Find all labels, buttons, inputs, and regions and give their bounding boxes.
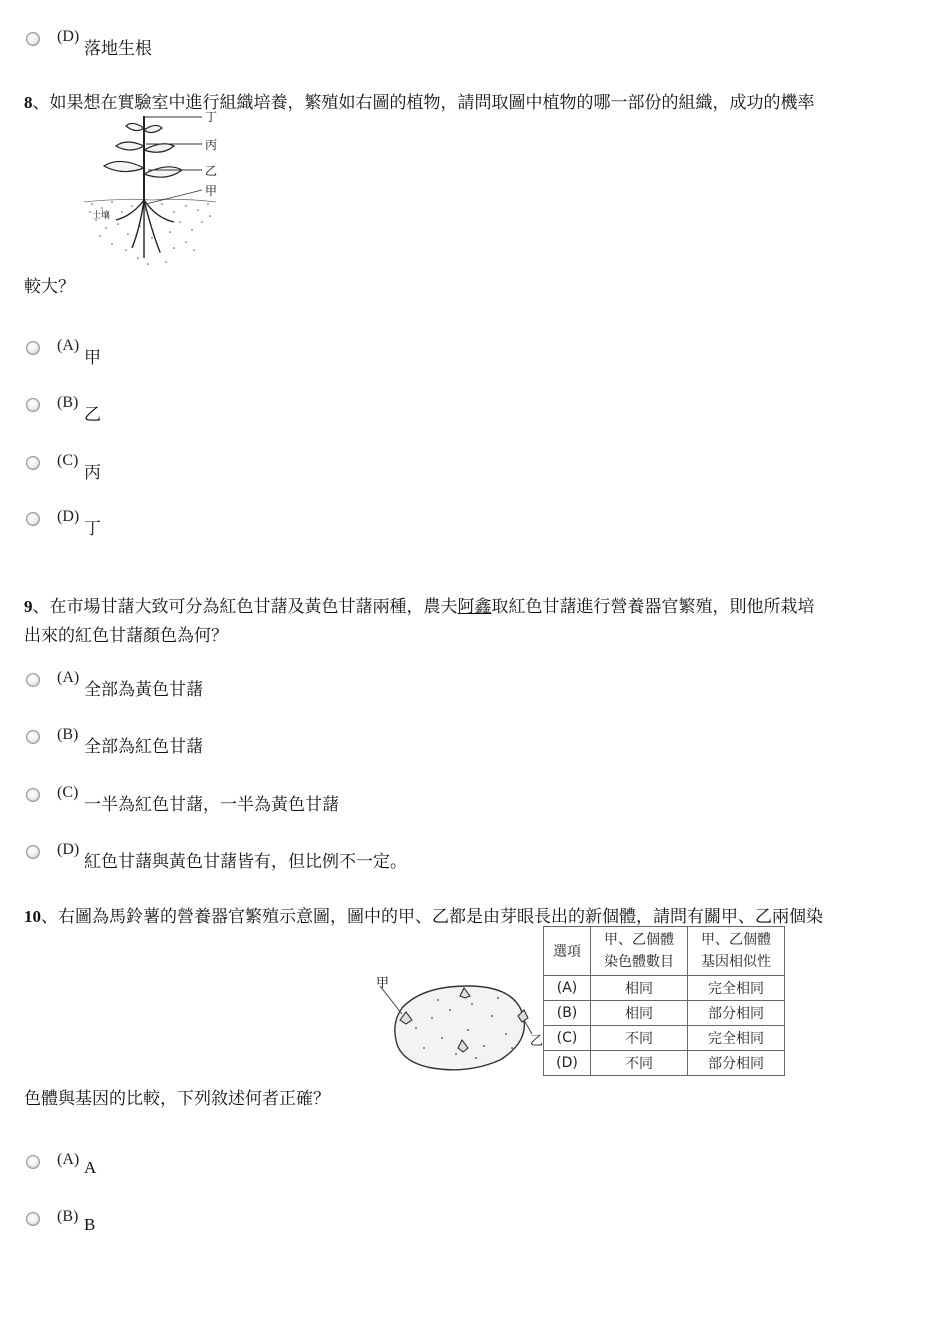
radio-q10-a[interactable]: [26, 1155, 40, 1169]
header-line: 甲、乙個體: [701, 932, 771, 948]
label-ding: 丁: [205, 110, 218, 124]
radio-q8-d[interactable]: [26, 512, 40, 526]
header-line: 染色體數目: [604, 954, 674, 970]
table-cell: 不同: [591, 1051, 688, 1076]
question-number: 8: [24, 93, 33, 112]
radio-q10-b[interactable]: [26, 1212, 40, 1226]
option-text: 乙: [84, 405, 101, 425]
option-text: 紅色甘藷與黃色甘藷皆有，但比例不一定。: [84, 852, 407, 872]
table-cell: (C): [544, 1026, 591, 1051]
potato-diagram: [372, 968, 544, 1078]
radio-q8-b[interactable]: [26, 398, 40, 412]
header-chromosome: [591, 927, 688, 976]
option-letter: (B): [57, 394, 79, 411]
table-cell: (A): [544, 976, 591, 1001]
option-letter: (C): [57, 784, 79, 801]
table-row: [544, 1026, 785, 1051]
option-text: 甲: [84, 348, 101, 368]
question-number: 10: [24, 907, 41, 926]
question-text: 、右圖為馬鈴薯的營養器官繁殖示意圖，圖中的甲、乙都是由芽眼長出的新個體，請問有關甲、乙兩個染: [41, 907, 823, 927]
option-letter: (A): [57, 669, 80, 686]
table-cell: 不同: [591, 1026, 688, 1051]
header-gene: [688, 927, 785, 976]
option-letter: (B): [57, 1208, 79, 1225]
option-letter: (D): [57, 841, 80, 858]
header-line: 甲、乙個體: [604, 932, 674, 948]
radio-q7-d[interactable]: [26, 32, 40, 46]
table-row: [544, 976, 785, 1001]
option-letter: (B): [57, 726, 79, 743]
radio-q8-a[interactable]: [26, 341, 40, 355]
label-soil: 土壤: [92, 211, 111, 221]
option-text: 一半為紅色甘藷，一半為黃色甘藷: [84, 795, 339, 815]
option-text: B: [84, 1215, 96, 1234]
radio-q9-a[interactable]: [26, 673, 40, 687]
radio-q9-b[interactable]: [26, 730, 40, 744]
question-8-line2: 較大？: [24, 277, 75, 297]
option-text: 全部為紅色甘藷: [84, 737, 203, 757]
table-cell: 完全相同: [688, 976, 785, 1001]
label-yi: 乙: [530, 1034, 544, 1049]
option-text: A: [84, 1158, 97, 1177]
table-row: [544, 1001, 785, 1026]
option-letter: (D): [57, 508, 80, 525]
table-cell: 相同: [591, 976, 688, 1001]
comparison-table: [543, 926, 785, 1076]
table-header-row: [544, 927, 785, 976]
question-10-line2: 色體與基因的比較，下列敘述何者正確？: [24, 1089, 330, 1109]
option-letter: (C): [57, 452, 79, 469]
label-bing: 丙: [205, 138, 218, 152]
table-row: [544, 1051, 785, 1076]
question-number: 9: [24, 597, 33, 616]
radio-q9-d[interactable]: [26, 845, 40, 859]
option-text: 丁: [84, 519, 101, 539]
table-cell: 部分相同: [688, 1051, 785, 1076]
option-text: 落地生根: [84, 39, 152, 59]
option-text: 丙: [84, 463, 101, 483]
radio-q8-c[interactable]: [26, 456, 40, 470]
question-9-line2: 出來的紅色甘藷顏色為何？: [24, 626, 228, 646]
radio-q9-c[interactable]: [26, 788, 40, 802]
table-cell: 部分相同: [688, 1001, 785, 1026]
label-yi: 乙: [205, 164, 218, 178]
farmer-name: 阿鑫: [457, 597, 492, 617]
question-text: 、在市場甘藷大致可分為紅色甘藷及黃色甘藷兩種，農夫: [32, 597, 458, 617]
option-letter: (A): [57, 1151, 80, 1168]
question-text: 取紅色甘藷進行營養器官繁殖，則他所栽培: [491, 597, 815, 617]
question-10-line1: [24, 902, 823, 927]
label-jia: 甲: [376, 976, 390, 991]
question-9-line1: [24, 592, 815, 617]
header-line: 基因相似性: [701, 954, 771, 970]
table-cell: 相同: [591, 1001, 688, 1026]
label-jia: 甲: [205, 184, 218, 198]
option-letter: (A): [57, 337, 80, 354]
table-cell: 完全相同: [688, 1026, 785, 1051]
option-text: 全部為黃色甘藷: [84, 680, 203, 700]
table-cell: (D): [544, 1051, 591, 1076]
option-letter: (D): [57, 28, 80, 45]
question-text: 、如果想在實驗室中進行組織培養，繁殖如右圖的植物，請問取圖中植物的哪一部份的組織，成功的機率: [32, 93, 815, 113]
header-option: 選項: [544, 927, 591, 976]
table-cell: (B): [544, 1001, 591, 1026]
